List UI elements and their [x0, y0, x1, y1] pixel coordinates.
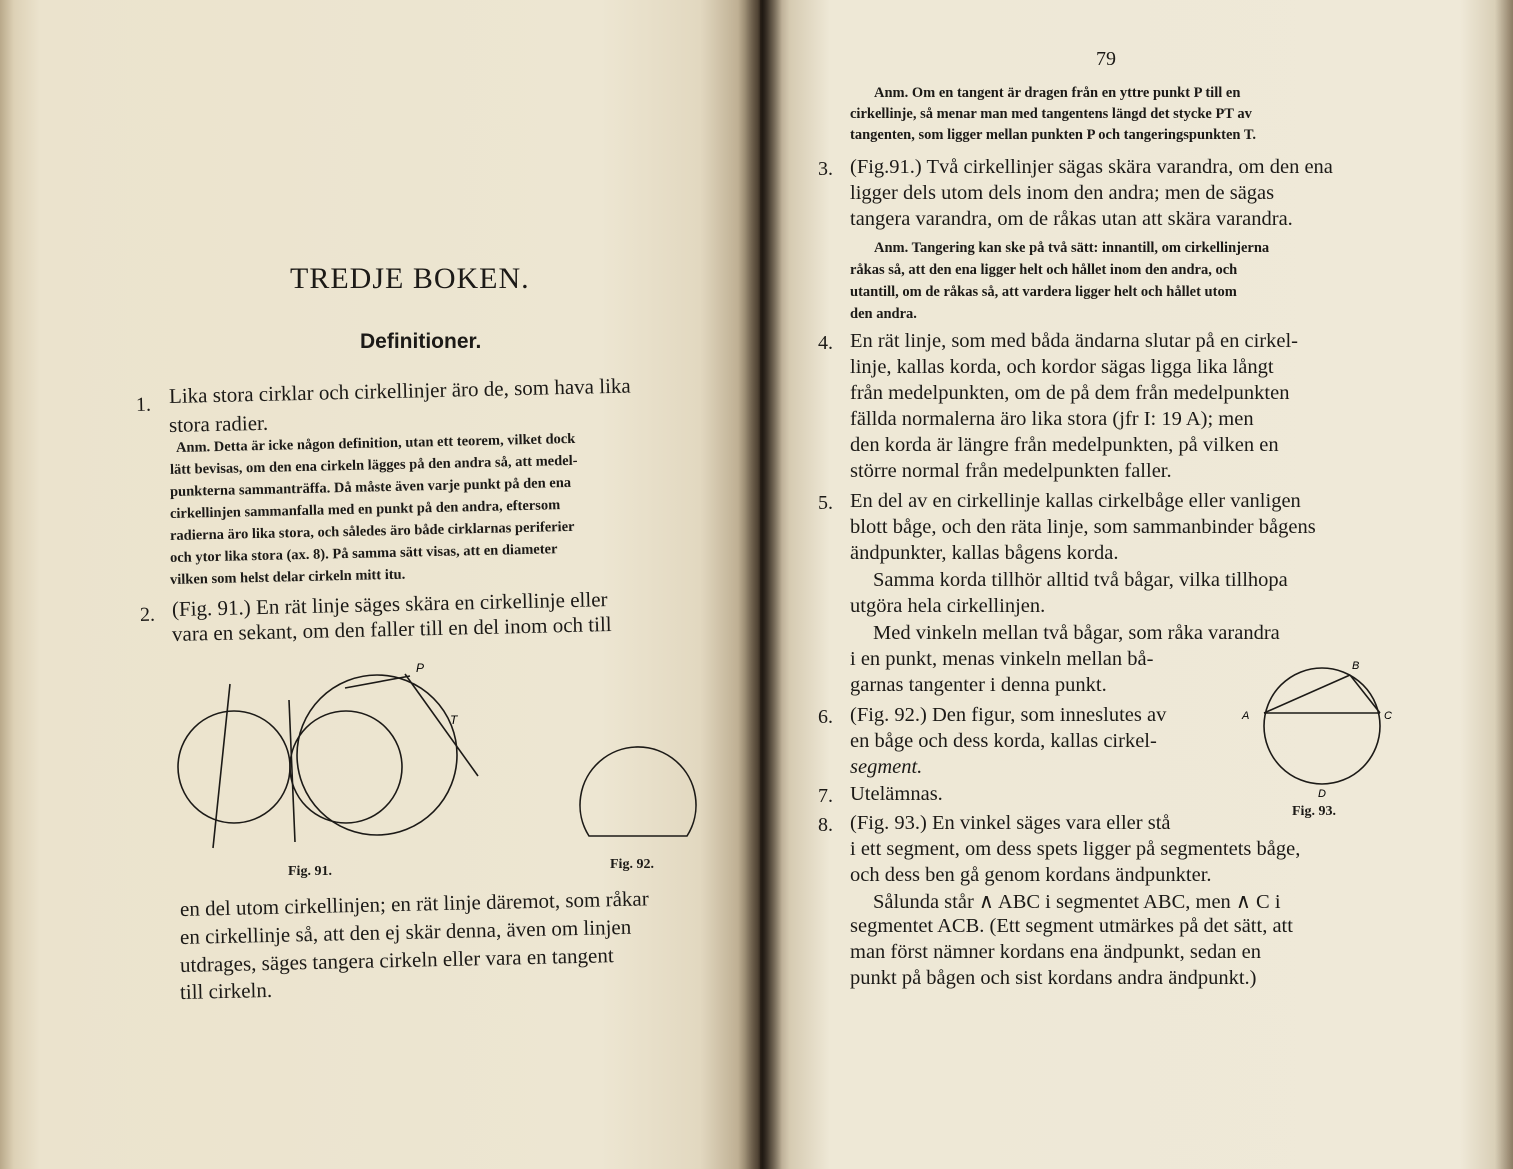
text-line: från medelpunkten, om de på dem från medelpunkten [850, 382, 1290, 404]
definition-number: 6. [818, 706, 833, 728]
note-line: tangenten, som ligger mellan punkten P och tangeringspunkten T. [850, 127, 1257, 143]
text-line: blott båge, och den räta linje, som sammanbinder bågens [850, 516, 1316, 538]
text-line: segmentet ACB. (Ett segment utmärkes på det sätt, att [850, 915, 1293, 937]
text-line: vara en sekant, om den faller till en del inom och till [171, 612, 612, 646]
text-line: linje, kallas korda, och kordor sägas ligga lika långt [850, 356, 1274, 378]
note-line: råkas så, att den ena ligger helt och hållet inom den andra, och [850, 262, 1238, 278]
text-line: den korda är längre från medelpunkten, på vilken en [850, 434, 1279, 456]
note-line: cirkellinjen sammanfalla med en punkt på den andra, eftersom [169, 497, 561, 522]
chapter-heading: TREDJE BOKEN. [290, 262, 530, 295]
text-line: till cirkeln. [179, 977, 273, 1004]
note-line: vilken som helst delar cirkeln mitt itu. [169, 566, 406, 588]
figure-93 [760, 0, 1513, 1169]
note-line: Anm. Om en tangent är dragen från en yttre punkt P till en [874, 85, 1241, 101]
definition-number: 3. [818, 158, 833, 180]
text-line: en båge och dess korda, kallas cirkel- [850, 730, 1157, 752]
text-line: utdrages, säges tangera cirkeln eller vara en tangent [179, 943, 614, 977]
note-line: cirkellinje, så menar man med tangentens längd det stycke PT av [850, 106, 1252, 122]
text-line: i en punkt, menas vinkeln mellan bå- [850, 648, 1154, 670]
page-number: 79 [1096, 48, 1116, 70]
definition-number: 7. [818, 785, 833, 807]
book-spine-shadow [738, 0, 782, 1169]
note-line: utantill, om de råkas så, att vardera ligger helt och hållet utom [850, 284, 1237, 300]
fig91-circle-large [297, 675, 457, 835]
text-line: tangera varandra, om de råkas utan att skära varandra. [850, 208, 1293, 230]
fig91-label-p: P [416, 661, 425, 675]
fig91-label-t: T [450, 713, 458, 727]
text-line: fällda normalerna äro lika stora (jfr I: 19 A); men [850, 408, 1254, 430]
note-line: punkterna sammanträffa. Då måste även varje punkt på den ena [169, 474, 572, 500]
text-line: (Fig. 93.) En vinkel säges vara eller stå [850, 812, 1171, 834]
note-line: och ytor lika stora (ax. 8). På samma sätt visas, att en diameter [169, 541, 558, 566]
fig91-circle-left [178, 711, 290, 823]
fig93-line-ab [1264, 675, 1350, 713]
text-line: (Fig.91.) Två cirkellinjer sägas skära varandra, om den ena [850, 156, 1333, 178]
note-line: lätt bevisas, om den ena cirkeln lägges på den andra så, att medel- [169, 452, 578, 478]
text-line: en cirkellinje så, att den ej skär denna, även om linjen [179, 914, 632, 949]
fig91-tangent-pt [405, 674, 478, 776]
text-line: (Fig. 91.) En rät linje säges skära en cirkellinje eller [171, 587, 608, 621]
definition-number: 1. [135, 393, 152, 416]
text-line: utgöra hela cirkellinjen. [850, 595, 1046, 617]
text-line: Sålunda står ∧ ABC i segmentet ABC, men ∧ C i [873, 891, 1281, 913]
fig93-label-d: D [1318, 788, 1326, 800]
definition-number: 2. [139, 603, 156, 626]
text-line: En rät linje, som med båda ändarna slutar på en cirkel- [850, 330, 1298, 352]
text-line: i ett segment, om dess spets ligger på segmentets båge, [850, 838, 1301, 860]
text-line: ligger dels utom dels inom den andra; men de sägas [850, 182, 1275, 204]
fig93-label-b: B [1352, 660, 1360, 672]
figure-92-segment [580, 747, 696, 836]
fig91-caption: Fig. 91. [288, 864, 332, 879]
fig93-label-c: C [1384, 710, 1392, 722]
definition-number: 8. [818, 814, 833, 836]
text-line: (Fig. 92.) Den figur, som inneslutes av [850, 704, 1167, 726]
fig93-circle [1264, 668, 1380, 784]
text-line: Lika stora cirklar och cirkellinjer äro de, som hava lika [168, 373, 631, 408]
text-line: stora radier. [168, 410, 269, 437]
note-line: Anm. Tangering kan ske på två sätt: innantill, om cirkellinjerna [874, 240, 1270, 256]
text-line: En del av en cirkellinje kallas cirkelbåge eller vanligen [850, 490, 1301, 512]
definition-number: 5. [818, 492, 833, 514]
right-page [760, 0, 1513, 1169]
text-line: Utelämnas. [850, 783, 943, 805]
note-line: den andra. [850, 306, 917, 322]
text-line: större normal från medelpunkten faller. [850, 460, 1172, 482]
text-line: Samma korda tillhör alltid två bågar, vilka tillhopa [873, 569, 1288, 591]
text-line: ändpunkter, kallas bågens korda. [850, 542, 1119, 564]
text-line: en del utom cirkellinjen; en rät linje däremot, som råkar [179, 886, 649, 921]
text-line: garnas tangenter i denna punkt. [850, 674, 1107, 696]
text-line: punkt på bågen och sist kordans andra ändpunkt.) [850, 967, 1257, 989]
fig92-caption: Fig. 92. [610, 857, 654, 872]
text-line: segment. [850, 756, 923, 778]
section-heading: Definitioner. [360, 330, 482, 353]
note-line: Anm. Detta är icke någon definition, utan ett teorem, vilket dock [175, 430, 576, 456]
definition-number: 4. [818, 332, 833, 354]
note-line: radierna äro lika stora, och således äro både cirklarnas periferier [169, 518, 575, 544]
text-line: och dess ben gå genom kordans ändpunkter. [850, 864, 1212, 886]
fig93-line-bc [1350, 675, 1380, 713]
text-line: man först nämner kordans ena ändpunkt, sedan en [850, 941, 1262, 963]
text-line: Med vinkeln mellan två bågar, som råka varandra [873, 622, 1280, 644]
fig93-caption: Fig. 93. [1292, 804, 1336, 819]
fig91-circle-middle [290, 711, 402, 823]
fig93-label-a: A [1242, 710, 1250, 722]
